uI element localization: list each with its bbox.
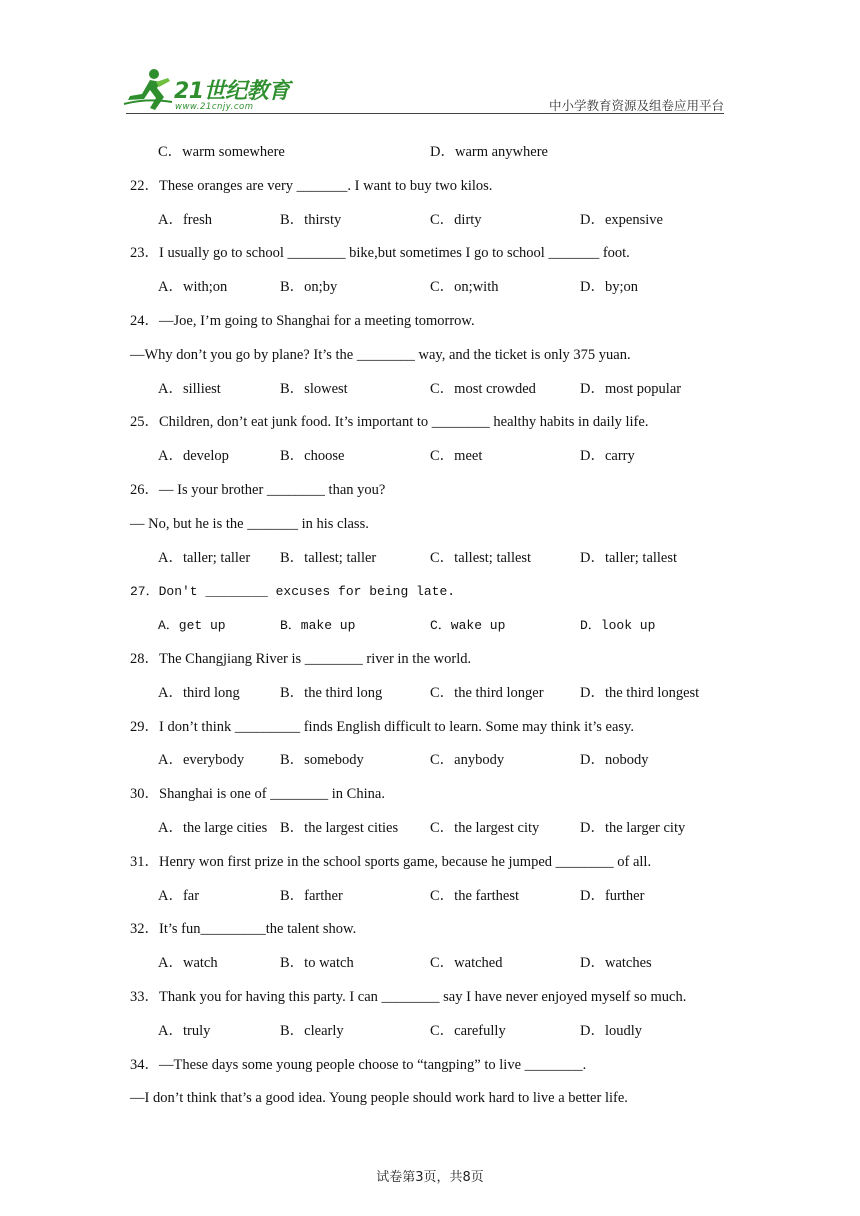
option-d: D．most popular	[580, 380, 682, 397]
option-a: A．third long	[158, 684, 240, 701]
option-c: C．watched	[430, 955, 503, 972]
option-c: C．the third longer	[430, 684, 544, 701]
question-item	[130, 406, 730, 474]
option-c: C．most crowded	[430, 380, 536, 397]
option-row	[130, 677, 730, 711]
question-stem: 25．Children, don’t eat junk food. It’s important to ________ healthy habits in daily life.	[130, 414, 649, 431]
option-c: C．meet	[430, 448, 483, 465]
option-b: B．slowest	[280, 380, 348, 397]
option-c: C．anybody	[430, 752, 505, 769]
option-d: D．the third longest	[580, 684, 700, 701]
option-c: C．tallest; tallest	[430, 549, 532, 566]
option-a: A．truly	[158, 1022, 211, 1039]
option-c: C．carefully	[430, 1022, 506, 1039]
question-stem: 28．The Changjiang River is ________ river in the world.	[130, 650, 472, 667]
option-b: B．the largest cities	[280, 819, 399, 836]
option-b: B．thirsty	[280, 211, 342, 228]
question-stem: 29．I don’t think _________ finds English difficult to learn. Some may think it’s easy.	[130, 718, 634, 735]
runner-logo-icon	[120, 66, 180, 112]
option-d: D．the larger city	[580, 819, 686, 836]
question-item	[130, 474, 730, 575]
option-b: B．farther	[280, 887, 343, 904]
option-row	[130, 1015, 730, 1049]
option-row	[130, 136, 730, 170]
option-a: A．far	[158, 887, 200, 904]
option-row	[130, 204, 730, 238]
header-divider	[126, 113, 724, 114]
question-stem-continued: —Why don’t you go by plane? It’s the ________ way, and the ticket is only 375 yuan.	[130, 346, 631, 363]
question-stem: 31．Henry won first prize in the school sports game, because he jumped ________ of all.	[130, 853, 652, 870]
option-a: A．watch	[158, 955, 218, 972]
question-stem: 27．Don't ________ excuses for being late.	[130, 584, 456, 600]
option-a: A．everybody	[158, 752, 245, 769]
option-b: B．somebody	[280, 752, 364, 769]
option-c: C．warm somewhere	[158, 144, 285, 160]
question-stem-continued: — No, but he is the _______ in his class.	[130, 515, 369, 532]
question-item	[130, 711, 730, 779]
option-a: A．get up	[158, 618, 226, 634]
question-stem: 24．—Joe, I’m going to Shanghai for a meeting tomorrow.	[130, 312, 475, 329]
option-row	[130, 947, 730, 981]
question-stem: 32．It’s fun_________the talent show.	[130, 921, 357, 938]
question-item	[130, 913, 730, 981]
option-row	[130, 609, 730, 643]
question-stem: 22．These oranges are very _______. I want to buy two kilos.	[130, 177, 493, 194]
option-d: D．expensive	[580, 211, 663, 228]
option-c: C．the farthest	[430, 887, 519, 904]
option-b: B．tallest; taller	[280, 549, 377, 566]
page-header	[0, 0, 860, 120]
question-item	[130, 643, 730, 711]
option-a: A．develop	[158, 448, 229, 465]
option-d: D．taller; tallest	[580, 549, 678, 566]
question-stem: 26．— Is your brother ________ than you?	[130, 481, 386, 498]
option-d: D．loudly	[580, 1022, 643, 1039]
option-b: B．make up	[280, 618, 356, 634]
option-b: B．the third long	[280, 684, 383, 701]
question-item	[130, 237, 730, 305]
option-d: D．further	[580, 887, 645, 904]
option-b: B．to watch	[280, 955, 354, 972]
question-stem-continued: —I don’t think that’s a good idea. Young people should work hard to live a better life.	[130, 1090, 628, 1107]
option-d: D．nobody	[580, 752, 649, 769]
option-b: B．clearly	[280, 1022, 344, 1039]
option-row	[130, 440, 730, 474]
question-stem: 30．Shanghai is one of ________ in China.	[130, 786, 385, 803]
option-row	[130, 880, 730, 914]
option-d: D．warm anywhere	[430, 144, 548, 160]
option-d: D．carry	[580, 448, 635, 465]
question-item	[130, 1049, 730, 1117]
question-item	[130, 170, 730, 238]
logo-text: 21世纪教育	[174, 79, 290, 104]
page-footer: 试卷第3页，共8页	[376, 1170, 484, 1185]
option-a: A．fresh	[158, 211, 212, 228]
option-row	[130, 271, 730, 305]
logo-url: www.21cnjy.com	[175, 102, 254, 112]
question-stem: 33．Thank you for having this party. I can ________ say I have never enjoyed myself so much.	[130, 988, 687, 1005]
option-c: C．on;with	[430, 279, 499, 296]
option-a: A．with;on	[158, 279, 228, 296]
question-item	[130, 778, 730, 846]
option-c: C．dirty	[430, 211, 482, 228]
option-d: D．by;on	[580, 279, 638, 296]
option-b: B．choose	[280, 448, 345, 465]
option-row	[130, 744, 730, 778]
option-d: D．watches	[580, 955, 652, 972]
question-item	[130, 981, 730, 1049]
option-c: C．the largest city	[430, 819, 540, 836]
header-platform-text: 中小学教育资源及组卷应用平台	[548, 98, 724, 113]
question-item	[130, 305, 730, 406]
option-a: A．taller; taller	[158, 549, 251, 566]
question-stem: 34．—These days some young people choose to “tangping” to live ________.	[130, 1056, 587, 1073]
question-item	[130, 575, 730, 643]
logo	[120, 66, 300, 116]
question-stem: 23．I usually go to school ________ bike,but sometimes I go to school _______ foot.	[130, 245, 630, 262]
question-item	[130, 846, 730, 914]
option-c: C．wake up	[430, 618, 506, 634]
option-row	[130, 373, 730, 407]
option-a: A．the large cities	[158, 819, 268, 836]
option-row	[130, 542, 730, 576]
option-d: D．look up	[580, 618, 656, 634]
option-b: B．on;by	[280, 279, 338, 296]
question-list	[130, 136, 730, 1116]
option-row	[130, 812, 730, 846]
option-a: A．silliest	[158, 380, 221, 397]
